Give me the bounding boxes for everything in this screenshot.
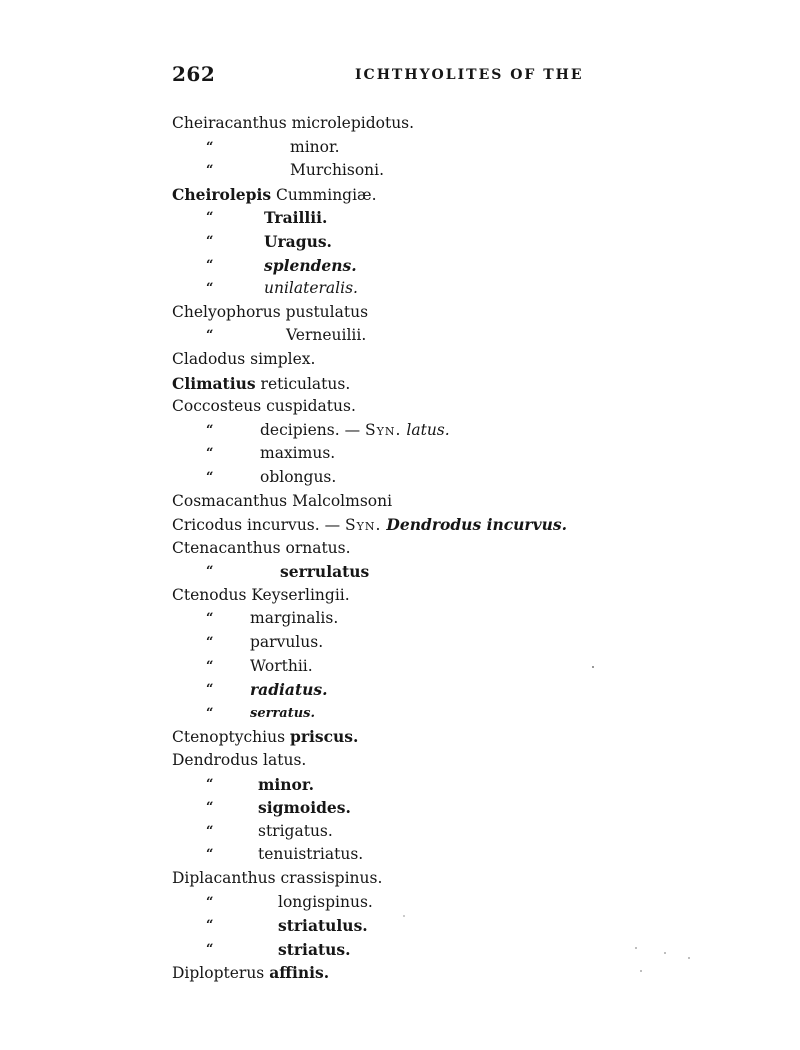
genus-name: Cladodus xyxy=(172,349,246,368)
species-list xyxy=(172,112,592,985)
list-item xyxy=(172,891,592,915)
genus-name: Diplopterus xyxy=(172,964,265,983)
ditto-mark: “ xyxy=(206,281,214,297)
species-name: Traillii. xyxy=(264,208,328,228)
list-item xyxy=(172,183,592,207)
list-item xyxy=(172,372,592,396)
species-name: strigatus. xyxy=(258,821,333,840)
list-item xyxy=(172,843,592,867)
list-item xyxy=(172,466,592,490)
species-name: Cummingiæ. xyxy=(276,185,377,204)
list-item xyxy=(172,230,592,254)
list-item xyxy=(172,254,592,278)
list-item xyxy=(172,324,592,348)
list-item xyxy=(172,159,592,183)
species-name: microlepidotus. xyxy=(291,114,415,132)
ditto-mark: “ xyxy=(206,847,214,863)
ditto-mark: “ xyxy=(206,233,214,249)
list-item xyxy=(172,560,592,584)
species-name: parvulus. xyxy=(250,633,324,652)
ditto-mark: “ xyxy=(206,139,214,155)
list-item xyxy=(172,513,592,537)
species-name: tenuistriatus. xyxy=(258,845,364,864)
ditto-mark: “ xyxy=(206,941,214,957)
list-item xyxy=(172,136,592,160)
genus-name: Climatius xyxy=(172,373,256,393)
list-item xyxy=(172,112,592,136)
species-name: minor. xyxy=(258,774,315,794)
species-name: striatus. xyxy=(278,939,351,959)
ditto-mark: “ xyxy=(206,800,214,816)
species-name: Worthii. xyxy=(250,656,313,675)
list-item xyxy=(172,537,592,561)
species-name: pustulatus xyxy=(285,302,369,321)
page-header xyxy=(172,62,584,92)
synonym-name: latus. xyxy=(406,420,450,439)
list-item xyxy=(172,938,592,962)
species-name: sigmoides. xyxy=(258,798,351,818)
genus-name: Coccosteus xyxy=(172,397,262,416)
species-name: oblongus. xyxy=(260,467,337,486)
species-name: splendens. xyxy=(264,255,357,275)
ditto-mark: “ xyxy=(206,257,214,273)
ditto-mark: “ xyxy=(206,564,214,580)
list-item xyxy=(172,631,592,655)
species-name: maximus. xyxy=(260,444,336,463)
synonym-label: Syn. xyxy=(365,420,402,439)
list-item xyxy=(172,655,592,679)
species-name: reticulatus. xyxy=(260,374,351,393)
list-item xyxy=(172,419,592,443)
list-item xyxy=(172,277,592,301)
genus-name: Dendrodus xyxy=(172,751,259,770)
ditto-mark: “ xyxy=(206,776,214,792)
species-name: Verneuilii. xyxy=(286,326,367,345)
list-item xyxy=(172,702,592,726)
ditto-mark: “ xyxy=(206,422,214,438)
genus-name: Ctenacanthus xyxy=(172,538,281,557)
species-name: decipiens. — xyxy=(260,420,361,439)
synonym-name: Dendrodus incurvus. xyxy=(386,515,567,535)
genus-name: Chelyophorus xyxy=(172,302,281,321)
ditto-mark: “ xyxy=(206,210,214,226)
species-name: radiatus. xyxy=(250,680,328,700)
print-speck xyxy=(664,952,666,954)
list-item xyxy=(172,395,592,419)
list-item xyxy=(172,490,592,514)
list-item xyxy=(172,820,592,844)
list-item xyxy=(172,206,592,230)
species-name: Malcolmsoni xyxy=(292,491,393,510)
species-name: serratus. xyxy=(250,705,316,721)
list-item xyxy=(172,914,592,938)
list-item xyxy=(172,961,592,985)
ditto-mark: “ xyxy=(206,446,214,462)
species-name: cuspidatus. xyxy=(266,397,356,416)
species-name: priscus. xyxy=(289,727,359,747)
genus-name: Cosmacanthus xyxy=(172,491,288,510)
species-name: longispinus. xyxy=(278,892,373,911)
ditto-mark: “ xyxy=(206,918,214,934)
species-name: marginalis. xyxy=(250,609,339,628)
species-name: Keyserlingii. xyxy=(251,585,350,604)
species-name: Murchisoni. xyxy=(290,161,385,180)
species-name: minor. xyxy=(290,137,340,156)
ditto-mark: “ xyxy=(206,469,214,485)
list-item xyxy=(172,867,592,891)
list-item xyxy=(172,749,592,773)
list-item xyxy=(172,584,592,608)
ditto-mark: “ xyxy=(206,658,214,674)
genus-name: Cheirolepis xyxy=(172,184,272,204)
print-speck xyxy=(640,970,642,972)
list-item xyxy=(172,773,592,797)
species-name: simplex. xyxy=(250,349,316,368)
ditto-mark: “ xyxy=(206,611,214,627)
ditto-mark: “ xyxy=(206,823,214,839)
species-name: serrulatus xyxy=(280,562,370,582)
genus-name: Diplacanthus xyxy=(172,869,276,887)
ditto-mark: “ xyxy=(206,163,214,179)
ditto-mark: “ xyxy=(206,894,214,910)
genus-name: Cheiracanthus xyxy=(172,114,287,132)
ditto-mark: “ xyxy=(206,682,214,698)
species-name: ornatus. xyxy=(285,538,351,557)
list-item xyxy=(172,607,592,631)
list-item xyxy=(172,678,592,702)
list-item xyxy=(172,301,592,325)
genus-name: Ctenodus xyxy=(172,585,247,604)
list-item xyxy=(172,442,592,466)
print-speck xyxy=(592,666,594,668)
genus-name: Cricodus xyxy=(172,516,243,535)
print-speck xyxy=(403,915,405,917)
species-name: affinis. xyxy=(269,963,330,983)
species-name: striatulus. xyxy=(278,916,368,936)
print-speck xyxy=(635,947,637,949)
page-number: 262 xyxy=(172,62,216,86)
genus-name: Ctenoptychius xyxy=(172,728,286,747)
list-item xyxy=(172,725,592,749)
species-name: crassispinus. xyxy=(280,869,383,887)
print-speck xyxy=(688,957,690,959)
ditto-mark: “ xyxy=(206,635,214,651)
synonym-label: Syn. xyxy=(345,516,382,535)
list-item xyxy=(172,796,592,820)
species-name: incurvus. — xyxy=(247,516,341,535)
ditto-mark: “ xyxy=(206,705,214,721)
species-name: unilateralis. xyxy=(264,279,358,298)
running-head: ICHTHYOLITES OF THE xyxy=(355,67,584,83)
ditto-mark: “ xyxy=(206,328,214,344)
species-name: Uragus. xyxy=(264,231,332,251)
list-item xyxy=(172,348,592,372)
species-name: latus. xyxy=(263,751,307,770)
